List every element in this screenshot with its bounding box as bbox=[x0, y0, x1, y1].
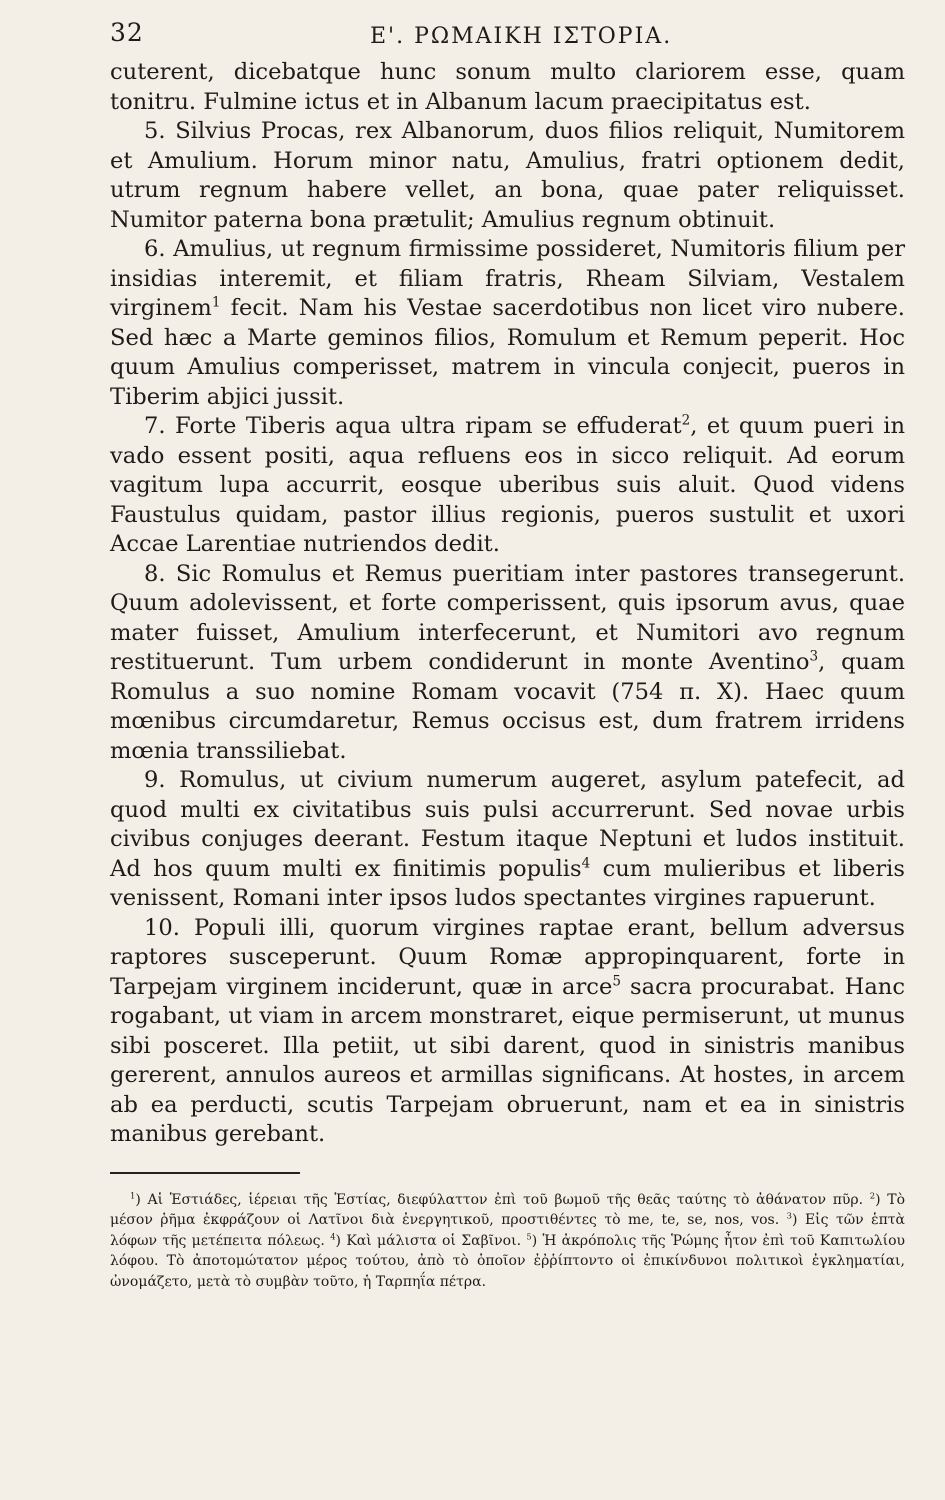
paragraph-text: 5. Silvius Procas, rex Albanorum, duos filios reliquit, Numitorem et Amulium. Horum minor natu, Amulius, fratri optionem dedit, utrum regnum habere vellet, an bona, quae pater reliquisset. Numitor paterna bona prætulit; Amulius regnum obtinuit. bbox=[110, 118, 905, 233]
footnote-number: 1 bbox=[130, 1189, 136, 1200]
paragraph-text: 10. Populi illi, quorum virgines raptae erant, bellum adversus raptores susceperunt. Quum Romæ appropinquarent, forte in Tarpejam virginem inciderunt, quæ in arce bbox=[110, 914, 905, 1000]
page-header bbox=[110, 14, 905, 58]
footnote-number: 2 bbox=[869, 1189, 876, 1200]
continuation-paragraph: cuterent, dicebatque hunc sonum multo clariorem esse, quam tonitru. Fulmine ictus et in Albanum lacum praecipitatus est. bbox=[110, 59, 905, 115]
paragraph-text: , quam Romulus a suo nomine Romam vocavit (754 π. Χ). Haec quum mœnibus circumdaretur, Remus occisus est, dum fratrem irridens mœnia transsiliebat. bbox=[110, 649, 906, 764]
paragraph-text: fecit. Nam his Vestae sacerdotibus non licet viro nubere. Sed hæc a Marte geminos filios, Romulum et Remum peperit. Hoc quum Amulius comperisset, matrem in vincula conjecit, pueros in Tiberim abjici jussit. bbox=[110, 295, 905, 410]
footnote-text: ) Τὸ μέσον ῥῆμα ἐκφράζουν οἱ Λατῖνοι διὰ ἐνεργητικοῦ, προστιθέντες τὸ me, te, se, nos, vos. bbox=[110, 1191, 905, 1228]
footnote-ref: 1 bbox=[211, 294, 221, 311]
paragraph-10 bbox=[110, 914, 905, 1150]
footnote-number: 3 bbox=[786, 1210, 793, 1221]
paragraph-6 bbox=[110, 235, 905, 412]
running-title: Ε'. ΡΩΜΑΙΚΗ ΙΣΤΟΡΙΑ. bbox=[370, 24, 673, 49]
footnote-divider bbox=[110, 1172, 300, 1174]
page-number: 32 bbox=[110, 18, 144, 47]
footnote-ref: 4 bbox=[581, 854, 591, 871]
footnote-text: ) Καὶ μάλιστα οἱ Σαβῖνοι. bbox=[335, 1232, 522, 1249]
paragraph-text: , et quum pueri in vado essent positi, aqua refluens eos in sicco reliquit. Ad eorum vagitum lupa accurrit, eosque uberibus suis aluit. Quod videns Faustulus quidam, pastor illius regionis, pueros sustulit et uxori Accae Larentiae nutriendos dedit. bbox=[110, 413, 905, 557]
paragraph-8 bbox=[110, 560, 905, 767]
footnote-block bbox=[110, 1190, 905, 1293]
paragraph-text: 9. Romulus, ut civium numerum augeret, asylum patefecit, ad quod multi ex civitatibus suis pulsi accurrerunt. Sed novae urbis civibus conjuges deerant. Festum itaque Neptuni et ludos instituit. Ad hos quum multi ex finitimis populis bbox=[110, 767, 905, 882]
footnote-ref: 3 bbox=[809, 648, 819, 665]
footnote-text: ) Αἱ Ἑστιάδες, ἱέρειαι τῆς Ἑστίας, διεφύλαττον ἐπὶ τοῦ βωμοῦ τῆς θεᾶς ταύτης τὸ ἀθάνατον πῦρ. bbox=[135, 1191, 864, 1208]
paragraph-text: 7. Forte Tiberis aqua ultra ripam se effuderat bbox=[144, 413, 682, 439]
paragraph-7 bbox=[110, 412, 905, 560]
footnote-number: 5 bbox=[526, 1230, 532, 1241]
paragraph-5 bbox=[110, 117, 905, 235]
paragraph-9 bbox=[110, 766, 905, 914]
footnote-ref: 2 bbox=[681, 412, 691, 429]
paragraph-text: cum mulieribus et liberis venissent, Romani inter ipsos ludos spectantes virgines rapuerunt. bbox=[110, 855, 905, 911]
paragraph-text: 8. Sic Romulus et Remus pueritiam inter pastores transegerunt. Quum adolevissent, et forte comperissent, quis ipsorum avus, quae mater fuisset, Amulium interfecerunt, et Numitori avo regnum restituerunt. Tum urbem condiderunt in monte Aventino bbox=[110, 560, 905, 675]
footnote-text: ) Εἰς τῶν ἑπτὰ λόφων τῆς μετέπειτα πόλεως. bbox=[110, 1212, 906, 1249]
main-text bbox=[110, 58, 905, 1150]
paragraph-text: sacra procurabat. Hanc rogabant, ut viam in arcem monstraret, eique permiserunt, ut munus sibi posceret. Illa petiit, ut sibi darent, quod in sinistris manibus gererent, annulos aureos et armillas significans. At hostes, in arcem ab ea perducti, scutis Tarpejam obruerunt, nam et ea in sinistris manibus gerebant. bbox=[110, 973, 905, 1147]
footnote-text: ) Ἡ ἀκρόπολις τῆς Ῥώμης ἦτον ἐπὶ τοῦ Καπιτωλίου λόφου. Τὸ ἀποτομώτατον μέρος τούτου, ἀπὸ τὸ ὁποῖον ἐῤῥίπτοντο οἱ ἐπικίνδυνοι πολιτικοὶ ἐγκληματίαι, ὠνομάζετο, μετὰ τὸ συμβὰν τοῦτο, ἡ Ταρπηΐα πέτρα. bbox=[110, 1232, 906, 1290]
footnote-ref: 5 bbox=[612, 972, 621, 989]
footnote-number: 4 bbox=[330, 1230, 336, 1241]
footnotes bbox=[110, 1190, 905, 1293]
paragraph-text: 6. Amulius, ut regnum firmissime possideret, Numitoris filium per insidias interemit, et filiam fratris, Rheam Silviam, Vestalem virginem bbox=[110, 236, 905, 321]
